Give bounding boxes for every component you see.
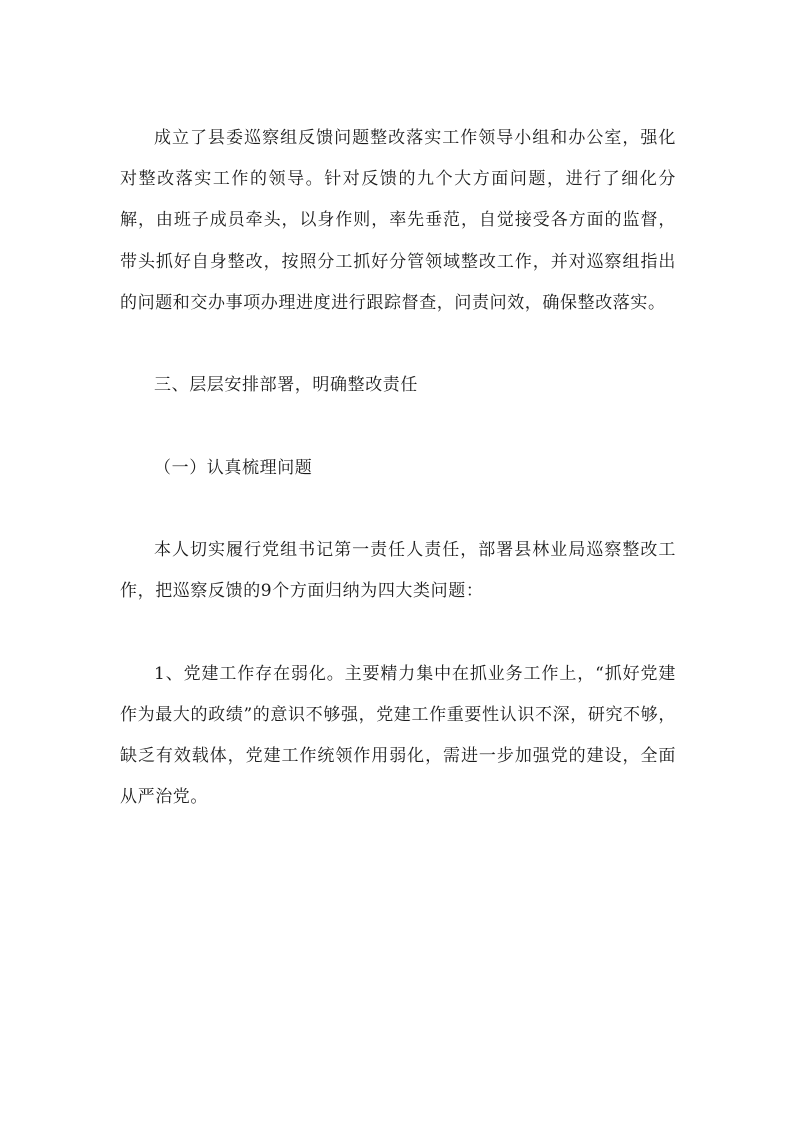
document-body bbox=[120, 118, 676, 818]
subsection-heading-1: （一）认真梳理问题 bbox=[154, 457, 313, 478]
section-heading-3: 三、层层安排部署，明确整改责任 bbox=[154, 375, 418, 396]
paragraph-responsibility: 本人切实履行党组书记第一责任人责任，部署县林业局巡察整改工作，把巡察反馈的9个方面归纳为四大类问题： bbox=[120, 539, 676, 602]
paragraph-leadership-group: 成立了县委巡察组反馈问题整改落实工作领导小组和办公室，强化对整改落实工作的领导。针对反馈的九个大方面问题，进行了细化分解，由班子成员牵头，以身作则，率先垂范，自觉接受各方面的监督，带头抓好自身整改，按照分工抓好分管领域整改工作，并对巡察组指出的问题和交办事项办理进度进行跟踪督查，问责问效，确保整改落实。 bbox=[120, 128, 676, 313]
paragraph-party-building: 1、党建工作存在弱化。主要精力集中在抓业务工作上，“抓好党建作为最大的政绩”的意识不够强，党建工作重要性认识不深，研究不够，缺乏有效载体，党建工作统领作用弱化，需进一步加强党的建设，全面从严治党。 bbox=[120, 663, 676, 808]
